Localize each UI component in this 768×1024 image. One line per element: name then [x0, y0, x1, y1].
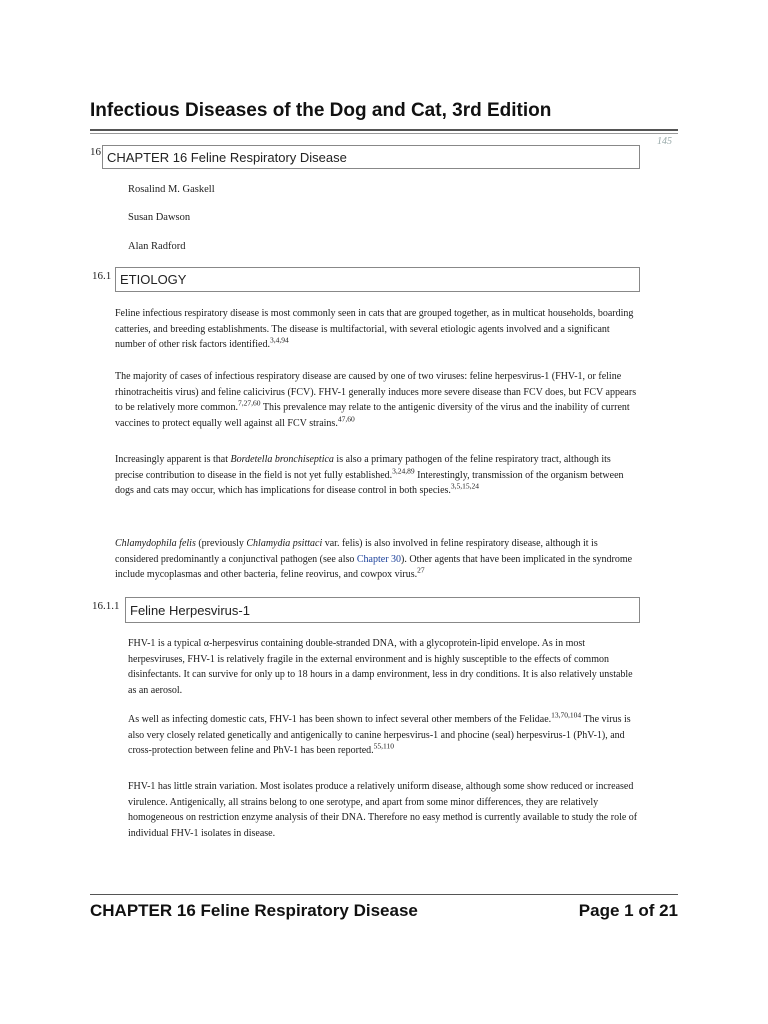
- organism-name: Chlamydophila felis: [115, 538, 196, 549]
- footer-chapter-title: CHAPTER 16 Feline Respiratory Disease: [90, 901, 418, 920]
- organism-name: Chlamydia psittaci: [246, 538, 323, 549]
- paragraph-etiology-3: Increasingly apparent is that Bordetella bronchiseptica is also a primary pathogen of the feline respiratory tract, although its precise contribution to disease in the field is not yet fully established.$^{3,24,89}$ Interestingly, transmission of the organism between dogs and cats may occur, which has implications for disease control in both species.$^{3,5,15,24}$: [115, 454, 624, 496]
- section-title-etiology: ETIOLOGY: [120, 272, 187, 287]
- author-2: Susan Dawson: [128, 212, 191, 223]
- citation[interactable]: 55,110: [373, 741, 395, 751]
- citation[interactable]: 7,27,60: [238, 398, 261, 408]
- chapter-marker: 16: [90, 146, 101, 158]
- author-3: Alan Radford: [128, 241, 186, 252]
- paragraph-etiology-4: Chlamydophila felis (previously Chlamydia psittaci var. felis) is also involved in feline respiratory disease, although it is considered predominantly a conjunctival pathogen (see also Chapter 30). Other agents that have been implicated in the syndrome include mycoplasmas and other bacteria, feline reovirus, and cowpox virus.$^{27}$: [115, 538, 633, 580]
- section-title-fhv: Feline Herpesvirus-1: [130, 602, 250, 618]
- paragraph-etiology-2: The majority of cases of infectious respiratory disease are caused by one of two viruses: feline herpesvirus-1 (FHV-1, or feline rhinotracheitis virus) and feline calicivirus (FCV). FHV-1 generally induces more severe disease than FCV does, but FCV appears to be relatively more common.$^{7,27,60}$ This prevalence may relate to the antigenic diversity of the virus and the inability of current vaccines to protect equally well against all FCV strains.$^{47,60}$: [115, 371, 637, 429]
- paragraph-fhv-2: As well as infecting domestic cats, FHV-1 has been shown to infect several other members of the Felidae.$^{13,70,104}$ The virus is also very closely related genetically and antigenically to canine herpesvirus-1 and phocine (seal) herpesvirus-1 (PhV-1), and cross-protection between feline and PhV-1 has been reported.$^{55,110}$: [128, 710, 631, 756]
- citation[interactable]: 13,70,104: [551, 710, 582, 720]
- footer-page-indicator: Page 1 of 21: [578, 901, 678, 920]
- citation[interactable]: 27: [417, 565, 425, 575]
- section-number-etiology: 16.1: [92, 270, 112, 282]
- chapter-30-link[interactable]: Chapter 30: [356, 553, 402, 565]
- section-title-box-fhv: [125, 597, 640, 623]
- book-title: Infectious Diseases of the Dog and Cat, 3rd Edition: [90, 100, 552, 121]
- footer-rule: [90, 894, 678, 895]
- section-number-fhv: 16.1.1: [92, 600, 120, 612]
- header-rule: [90, 129, 678, 131]
- citation[interactable]: 3,24,89: [392, 466, 415, 476]
- paragraph-fhv-1: FHV-1 is a typical α-herpesvirus containing double-stranded DNA, with a glycoprotein-lipid envelope. As in most herpesviruses, FHV-1 is relatively fragile in the external environment and is highly susceptible to the effects of common disinfectants. It can survive for only up to 18 hours in a damp environment, less in dry conditions. It is also relatively unstable as an aerosol.: [128, 638, 633, 696]
- paragraph-etiology-1: Feline infectious respiratory disease is most commonly seen in cats that are grouped together, as in multicat households, boarding catteries, and breeding establishments. The disease is multifactorial, with several etiologic agents involved and a significant number of other risk factors identified.$^{3,4,94}$: [115, 308, 634, 350]
- chapter-title: CHAPTER 16 Feline Respiratory Disease: [107, 149, 347, 165]
- organism-name: Bordetella bronchiseptica: [230, 454, 334, 465]
- header-rule-thin: [90, 133, 678, 134]
- citation[interactable]: 3,4,94: [269, 335, 289, 345]
- print-page-number: 145: [657, 136, 672, 147]
- author-1: Rosalind M. Gaskell: [128, 184, 215, 195]
- citation[interactable]: 3,5,15,24: [450, 481, 480, 491]
- section-title-box-etiology: [115, 267, 640, 292]
- citation[interactable]: 47,60: [337, 414, 355, 424]
- chapter-title-box: [102, 145, 640, 169]
- paragraph-fhv-3: FHV-1 has little strain variation. Most isolates produce a relatively uniform disease, although some show reduced or increased virulence. Antigenically, all strains belong to one serotype, and apart from some minor differences, they are relatively homogeneous on restriction enzyme analysis of their DNA. Therefore no easy method is currently available to study the role of individual FHV-1 isolates in disease.: [128, 781, 638, 839]
